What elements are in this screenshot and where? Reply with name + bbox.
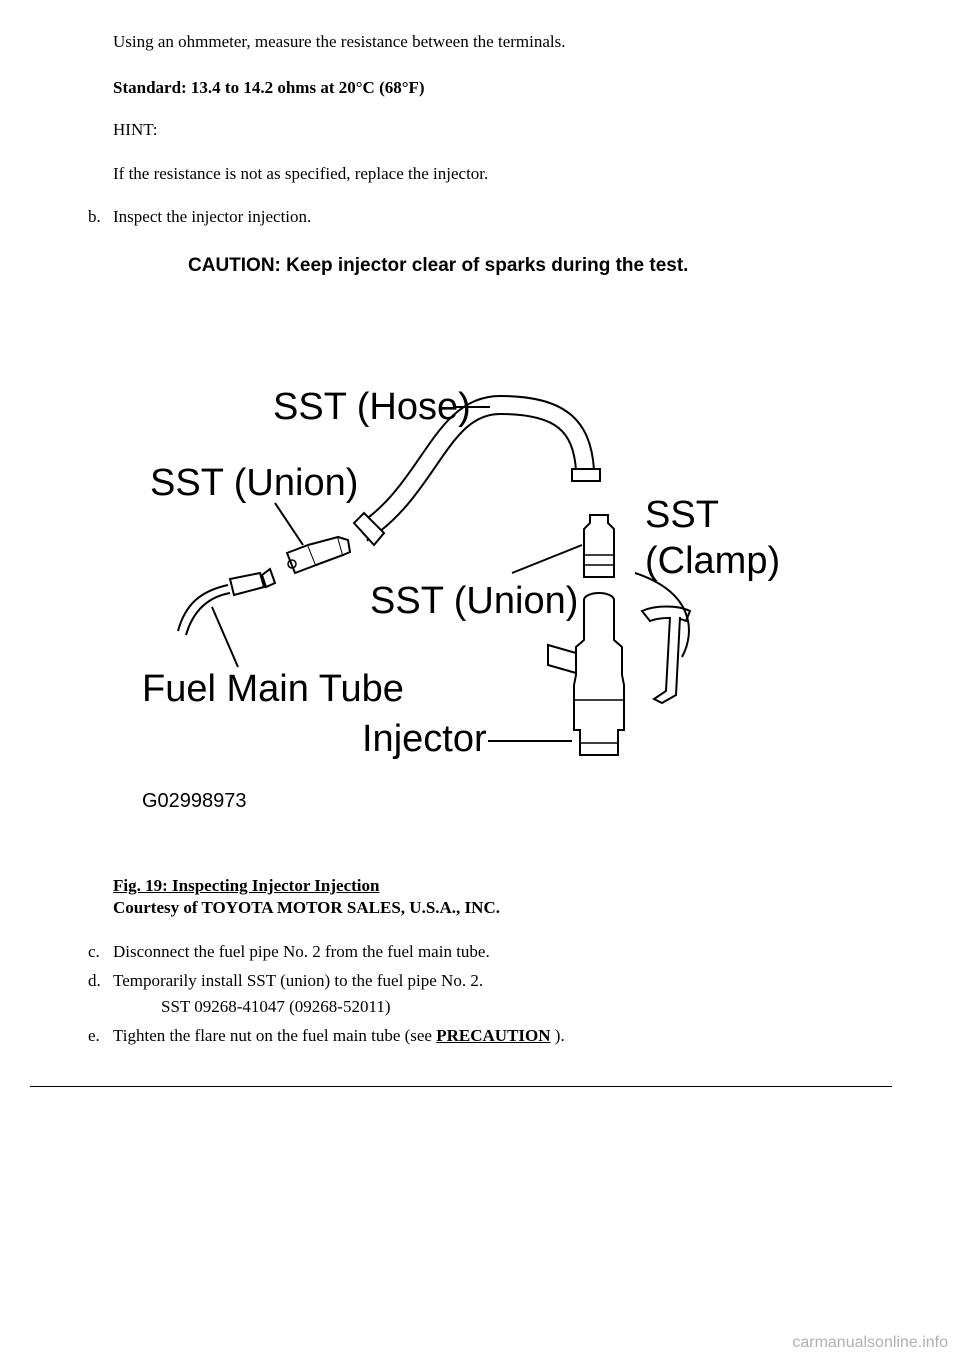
resistance-standard: Standard: 13.4 to 14.2 ohms at 20°C (68°F) bbox=[113, 78, 425, 97]
injector-inspection-figure bbox=[130, 255, 820, 845]
step-e-text-after: ). bbox=[550, 1026, 565, 1045]
left-union-label: SST (Union) bbox=[150, 462, 359, 504]
injector-label: Injector bbox=[362, 718, 487, 760]
page-divider bbox=[30, 1086, 892, 1087]
step-b-text: Inspect the injector injection. bbox=[113, 207, 312, 226]
figure-caption-courtesy: Courtesy of TOYOTA MOTOR SALES, U.S.A., INC. bbox=[113, 898, 500, 917]
step-e-text-before: Tighten the flare nut on the fuel main tube (see bbox=[113, 1026, 437, 1045]
step-d-text: Temporarily install SST (union) to the fuel pipe No. 2. bbox=[113, 971, 484, 990]
clamp-label: (Clamp) bbox=[645, 540, 781, 582]
clamp-arm bbox=[654, 617, 680, 703]
step-e-text bbox=[113, 1026, 565, 1046]
hint-text: If the resistance is not as specified, replace the injector. bbox=[113, 164, 489, 183]
step-b-label: b. bbox=[88, 207, 101, 226]
sst-label: SST bbox=[645, 494, 719, 536]
watermark: carmanualsonline.info bbox=[792, 1334, 948, 1351]
fuel-main-tube-label: Fuel Main Tube bbox=[142, 668, 404, 710]
step-d-label: d. bbox=[88, 971, 101, 990]
ohmmeter-instruction: Using an ohmmeter, measure the resistance between the terminals. bbox=[113, 32, 566, 51]
left-union-leader bbox=[275, 503, 303, 545]
figure-code: G02998973 bbox=[142, 790, 247, 812]
right-union-label: SST (Union) bbox=[370, 580, 579, 622]
step-e-label: e. bbox=[88, 1026, 100, 1045]
fuel-main-tube-flare-nut bbox=[230, 573, 264, 595]
caution-text: CAUTION: Keep injector clear of sparks during the test. bbox=[188, 255, 689, 276]
step-c-text: Disconnect the fuel pipe No. 2 from the fuel main tube. bbox=[113, 942, 490, 961]
hose-label: SST (Hose) bbox=[273, 386, 471, 428]
right-union-leader bbox=[512, 545, 582, 573]
right-union bbox=[584, 515, 614, 577]
injector-body bbox=[574, 600, 624, 755]
hint-label: HINT: bbox=[113, 120, 158, 139]
fuel-main-tube-line-a bbox=[178, 585, 228, 631]
fuel-main-tube-line-b bbox=[186, 593, 230, 635]
hose-clamp-right bbox=[572, 469, 600, 481]
injector-connector bbox=[548, 645, 576, 673]
fuel-main-tube-leader bbox=[212, 607, 238, 667]
step-c-label: c. bbox=[88, 942, 100, 961]
sst-number: SST 09268-41047 (09268-52011) bbox=[161, 997, 391, 1016]
precaution-link[interactable]: PRECAUTION bbox=[436, 1026, 551, 1045]
figure-caption-title[interactable]: Fig. 19: Inspecting Injector Injection bbox=[113, 876, 380, 895]
